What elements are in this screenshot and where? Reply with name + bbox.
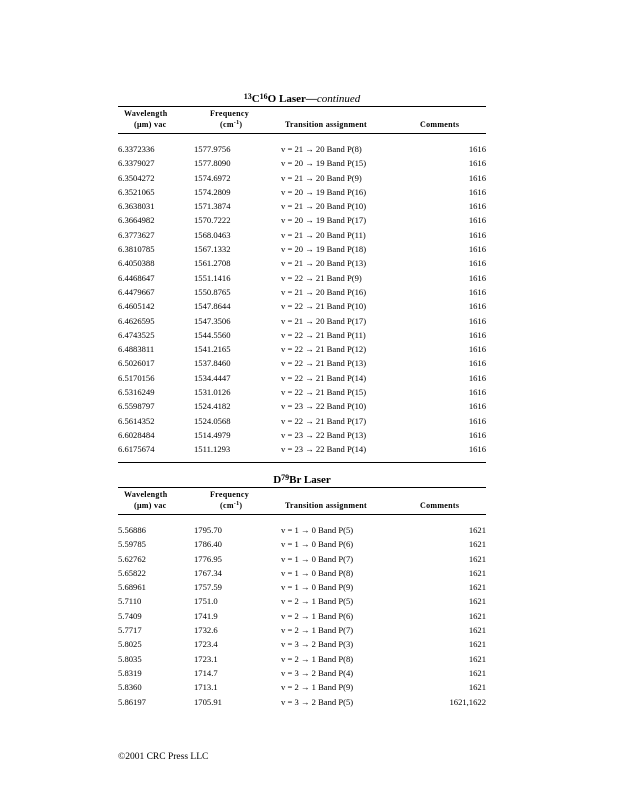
- table-end-rule: [118, 462, 486, 463]
- cell-wavelength: 6.4883811: [118, 344, 155, 355]
- header-comments: Comments: [420, 501, 460, 510]
- cell-wavelength: 6.3810785: [118, 244, 155, 255]
- cell-comments: 1616: [468, 401, 486, 412]
- header-frequency-unit-exp: -1: [233, 501, 240, 507]
- header-frequency-unit-close: ): [239, 501, 243, 510]
- table-row: [118, 594, 486, 608]
- cell-transition: v = 1 → 0 Band P(7): [281, 553, 354, 564]
- cell-frequency: 1524.4182: [194, 401, 231, 412]
- cell-comments: 1616: [468, 186, 486, 197]
- cell-comments: 1621: [468, 525, 486, 535]
- cell-frequency: 1757.59: [194, 582, 222, 593]
- cell-transition: v = 2 → 1 Band P(9): [281, 682, 354, 693]
- header-wavelength: Wavelength: [124, 109, 168, 118]
- table-row: [118, 271, 486, 285]
- cell-wavelength: 5.62762: [118, 553, 146, 564]
- cell-comments: 1616: [468, 172, 486, 183]
- cell-frequency: 1723.4: [194, 639, 218, 650]
- table-row: [118, 299, 486, 313]
- cell-frequency: 1511.1293: [194, 444, 231, 455]
- cell-transition: v = 22 → 21 Band P(13): [281, 358, 367, 369]
- table-row: [118, 666, 486, 680]
- cell-wavelength: 6.3372336: [118, 144, 155, 154]
- cell-frequency: 1534.4447: [194, 372, 231, 383]
- header-wavelength-unit: (μm) vac: [134, 501, 167, 510]
- cell-wavelength: 5.8025: [118, 639, 142, 650]
- cell-comments: 1621: [468, 553, 486, 564]
- title-element-d: D: [273, 474, 282, 486]
- cell-frequency: 1751.0: [194, 596, 218, 607]
- cell-wavelength: 5.86197: [118, 696, 146, 707]
- cell-transition: v = 23 → 22 Band P(14): [281, 444, 367, 455]
- header-transition-assignment: Transition assignment: [285, 120, 367, 129]
- cell-frequency: 1514.4979: [194, 429, 231, 440]
- cell-comments: 1616: [468, 358, 486, 369]
- cell-frequency: 1550.8765: [194, 286, 231, 297]
- cell-frequency: 1567.1332: [194, 244, 231, 255]
- cell-wavelength: 6.3664982: [118, 215, 155, 226]
- table-row: [118, 199, 486, 213]
- cell-transition: v = 21 → 20 Band P(8): [281, 144, 362, 154]
- table-row: [118, 695, 486, 709]
- cell-frequency: 1714.7: [194, 667, 218, 678]
- table-row: [118, 213, 486, 227]
- cell-frequency: 1571.3874: [194, 201, 231, 212]
- table-row: [118, 171, 486, 185]
- cell-comments: 1621: [468, 567, 486, 578]
- cell-wavelength: 6.5170156: [118, 372, 155, 383]
- cell-frequency: 1531.0126: [194, 387, 231, 398]
- cell-comments: 1616: [468, 372, 486, 383]
- cell-transition: v = 20 → 19 Band P(16): [281, 186, 367, 197]
- cell-wavelength: 6.5316249: [118, 387, 155, 398]
- cell-frequency: 1713.1: [194, 682, 218, 693]
- cell-wavelength: 6.4050388: [118, 258, 155, 269]
- table-row: [118, 428, 486, 442]
- cell-comments: 1616: [468, 158, 486, 169]
- cell-comments: 1621: [468, 539, 486, 550]
- cell-transition: v = 1 → 0 Band P(9): [281, 582, 354, 593]
- cell-comments: 1621,1622: [449, 696, 486, 707]
- cell-transition: v = 3 → 2 Band P(4): [281, 667, 354, 678]
- title-isotope-mass-o: 16: [259, 92, 268, 101]
- cell-comments: 1616: [468, 387, 486, 398]
- table-row: [118, 537, 486, 551]
- table-row: [118, 371, 486, 385]
- cell-wavelength: 5.7110: [118, 596, 142, 607]
- cell-frequency: 1547.8644: [194, 301, 231, 312]
- table-row: [118, 385, 486, 399]
- table-row: [118, 523, 486, 537]
- header-wavelength: Wavelength: [124, 490, 168, 499]
- cell-frequency: 1705.91: [194, 696, 222, 707]
- table-row: [118, 342, 486, 356]
- cell-transition: v = 21 → 20 Band P(17): [281, 315, 367, 326]
- cell-frequency: 1568.0463: [194, 229, 231, 240]
- cell-frequency: 1561.2708: [194, 258, 231, 269]
- cell-comments: 1616: [468, 315, 486, 326]
- cell-transition: v = 2 → 1 Band P(7): [281, 625, 354, 636]
- cell-transition: v = 22 → 21 Band P(11): [281, 329, 366, 340]
- header-comments: Comments: [420, 120, 460, 129]
- table-row: [118, 552, 486, 566]
- cell-transition: v = 23 → 22 Band P(13): [281, 429, 367, 440]
- cell-wavelength: 6.6175674: [118, 444, 155, 455]
- cell-comments: 1616: [468, 301, 486, 312]
- cell-frequency: 1767.34: [194, 567, 222, 578]
- cell-wavelength: 6.3504272: [118, 172, 155, 183]
- cell-transition: v = 2 → 1 Band P(8): [281, 653, 354, 664]
- table-row: [118, 680, 486, 694]
- cell-frequency: 1570.7222: [194, 215, 231, 226]
- cell-frequency: 1577.9756: [194, 144, 231, 154]
- cell-wavelength: 5.56886: [118, 525, 146, 535]
- table-row: [118, 623, 486, 637]
- cell-comments: 1616: [468, 244, 486, 255]
- cell-comments: 1616: [468, 429, 486, 440]
- header-frequency-unit: [220, 501, 242, 510]
- cell-comments: 1616: [468, 258, 486, 269]
- cell-comments: 1621: [468, 625, 486, 636]
- cell-transition: v = 2 → 1 Band P(5): [281, 596, 354, 607]
- table-row: [118, 414, 486, 428]
- table-row: [118, 580, 486, 594]
- cell-frequency: 1537.8460: [194, 358, 231, 369]
- header-frequency-unit-open: (cm: [220, 501, 234, 510]
- cell-comments: 1616: [468, 201, 486, 212]
- header-frequency-unit-exp: -1: [233, 120, 240, 126]
- cell-frequency: 1786.40: [194, 539, 222, 550]
- table-row: [118, 442, 486, 456]
- cell-transition: v = 22 → 21 Band P(12): [281, 344, 367, 355]
- cell-transition: v = 20 → 19 Band P(18): [281, 244, 367, 255]
- cell-frequency: 1541.2165: [194, 344, 231, 355]
- cell-frequency: 1547.3506: [194, 315, 231, 326]
- table-body: [118, 515, 486, 709]
- table-row: [118, 256, 486, 270]
- cell-wavelength: 5.59785: [118, 539, 146, 550]
- cell-comments: 1621: [468, 682, 486, 693]
- cell-wavelength: 6.5598797: [118, 401, 155, 412]
- cell-transition: v = 3 → 2 Band P(3): [281, 639, 354, 650]
- cell-transition: v = 21 → 20 Band P(9): [281, 172, 362, 183]
- cell-frequency: 1551.1416: [194, 272, 231, 283]
- cell-comments: 1616: [468, 286, 486, 297]
- table-row: [118, 314, 486, 328]
- table-row: [118, 328, 486, 342]
- cell-comments: 1616: [468, 415, 486, 426]
- title-isotope-mass-br: 79: [281, 473, 290, 482]
- title-isotope-mass-c: 13: [243, 92, 252, 101]
- copyright-footer: ©2001 CRC Press LLC: [118, 752, 209, 762]
- cell-comments: 1616: [468, 329, 486, 340]
- cell-comments: 1621: [468, 667, 486, 678]
- table-row: [118, 609, 486, 623]
- cell-transition: v = 1 → 0 Band P(8): [281, 567, 354, 578]
- cell-frequency: 1577.8090: [194, 158, 231, 169]
- cell-transition: v = 20 → 19 Band P(17): [281, 215, 367, 226]
- table-body: [118, 134, 486, 457]
- cell-wavelength: 5.8319: [118, 667, 142, 678]
- cell-transition: v = 3 → 2 Band P(5): [281, 696, 354, 707]
- cell-transition: v = 22 → 21 Band P(17): [281, 415, 367, 426]
- cell-transition: v = 21 → 20 Band P(16): [281, 286, 367, 297]
- cell-wavelength: 5.68961: [118, 582, 146, 593]
- cell-comments: 1616: [468, 229, 486, 240]
- table-title: [118, 92, 486, 106]
- cell-wavelength: 5.8035: [118, 653, 142, 664]
- cell-transition: v = 1 → 0 Band P(5): [281, 525, 354, 535]
- table-row: [118, 185, 486, 199]
- header-frequency-unit-open: (cm: [220, 120, 234, 129]
- cell-comments: 1621: [468, 653, 486, 664]
- header-transition-assignment: Transition assignment: [285, 501, 367, 510]
- cell-wavelength: 6.3521065: [118, 186, 155, 197]
- cell-wavelength: 5.7717: [118, 625, 142, 636]
- cell-comments: 1621: [468, 582, 486, 593]
- header-frequency: Frequency: [210, 109, 249, 118]
- cell-transition: v = 21 → 20 Band P(13): [281, 258, 367, 269]
- table-13c16o-laser: [118, 92, 486, 463]
- cell-wavelength: 5.8360: [118, 682, 142, 693]
- title-continued: continued: [316, 93, 361, 105]
- table-row: [118, 242, 486, 256]
- cell-wavelength: 6.5026017: [118, 358, 155, 369]
- cell-transition: v = 23 → 22 Band P(10): [281, 401, 367, 412]
- header-frequency-unit-close: ): [239, 120, 243, 129]
- column-headers: [118, 107, 486, 133]
- cell-frequency: 1732.6: [194, 625, 218, 636]
- cell-wavelength: 6.4626595: [118, 315, 155, 326]
- table-row: [118, 156, 486, 170]
- header-frequency: Frequency: [210, 490, 249, 499]
- cell-wavelength: 6.3638031: [118, 201, 155, 212]
- cell-transition: v = 22 → 21 Band P(10): [281, 301, 367, 312]
- cell-wavelength: 6.4468647: [118, 272, 155, 283]
- cell-transition: v = 21 → 20 Band P(11): [281, 229, 366, 240]
- cell-transition: v = 1 → 0 Band P(6): [281, 539, 354, 550]
- cell-transition: v = 22 → 21 Band P(9): [281, 272, 362, 283]
- header-wavelength-unit: (μm) vac: [134, 120, 167, 129]
- cell-frequency: 1795.70: [194, 525, 222, 535]
- cell-frequency: 1574.6972: [194, 172, 231, 183]
- cell-comments: 1621: [468, 596, 486, 607]
- cell-wavelength: 5.65822: [118, 567, 146, 578]
- cell-frequency: 1741.9: [194, 610, 218, 621]
- table-title: [118, 473, 486, 487]
- header-frequency-unit: [220, 120, 242, 129]
- cell-transition: v = 22 → 21 Band P(15): [281, 387, 367, 398]
- table-row: [118, 399, 486, 413]
- cell-wavelength: 6.4479667: [118, 286, 155, 297]
- table-row: [118, 566, 486, 580]
- cell-wavelength: 6.3379027: [118, 158, 155, 169]
- cell-comments: 1616: [468, 444, 486, 455]
- cell-comments: 1616: [468, 272, 486, 283]
- cell-wavelength: 6.5614352: [118, 415, 155, 426]
- cell-comments: 1616: [468, 144, 486, 154]
- cell-transition: v = 2 → 1 Band P(6): [281, 610, 354, 621]
- cell-wavelength: 5.7409: [118, 610, 142, 621]
- cell-wavelength: 6.3773627: [118, 229, 155, 240]
- table-row: [118, 356, 486, 370]
- table-row: [118, 652, 486, 666]
- cell-frequency: 1776.95: [194, 553, 222, 564]
- cell-comments: 1621: [468, 639, 486, 650]
- table-row: [118, 285, 486, 299]
- table-row: [118, 637, 486, 651]
- cell-frequency: 1723.1: [194, 653, 218, 664]
- cell-transition: v = 20 → 19 Band P(15): [281, 158, 367, 169]
- table-d79br-laser: [118, 473, 486, 709]
- cell-wavelength: 6.4605142: [118, 301, 155, 312]
- cell-frequency: 1544.5560: [194, 329, 231, 340]
- cell-transition: v = 21 → 20 Band P(10): [281, 201, 367, 212]
- title-main: Br Laser: [289, 474, 331, 486]
- column-headers: [118, 488, 486, 514]
- cell-wavelength: 6.4743525: [118, 329, 155, 340]
- cell-frequency: 1574.2809: [194, 186, 231, 197]
- table-row: [118, 228, 486, 242]
- cell-transition: v = 22 → 21 Band P(14): [281, 372, 367, 383]
- table-row: [118, 142, 486, 156]
- cell-comments: 1616: [468, 344, 486, 355]
- cell-frequency: 1524.0568: [194, 415, 231, 426]
- title-element-c: C: [251, 93, 260, 105]
- cell-wavelength: 6.6028484: [118, 429, 155, 440]
- title-main: O Laser—: [267, 93, 317, 105]
- cell-comments: 1616: [468, 215, 486, 226]
- cell-comments: 1621: [468, 610, 486, 621]
